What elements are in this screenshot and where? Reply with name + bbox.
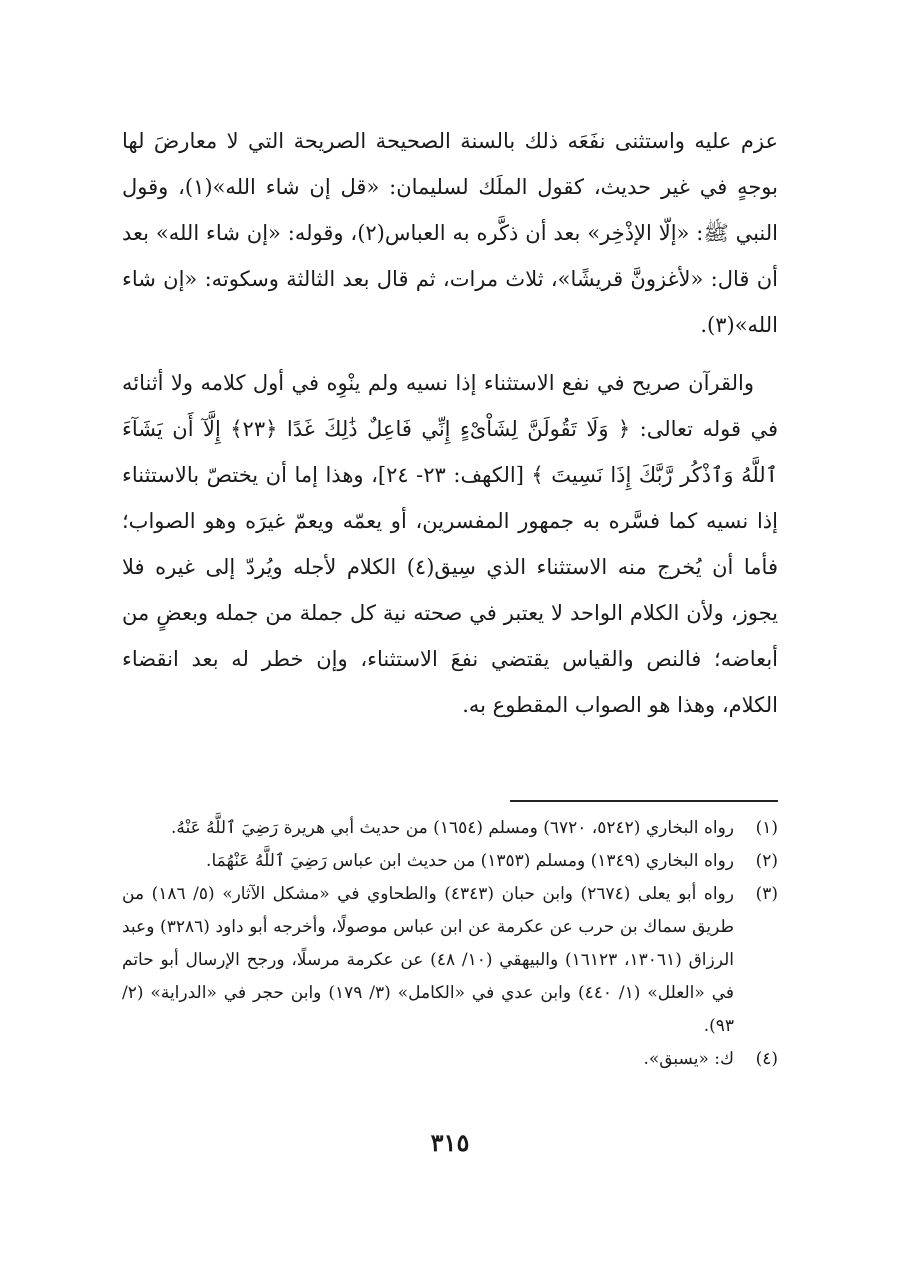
footnote-number: (٢) (755, 851, 778, 871)
footnote-4 (122, 1043, 778, 1076)
footnotes (122, 812, 778, 1076)
paragraph-1: عزم عليه واستثنى نفَعَه ذلك بالسنة الصحيحة الصريحة التي لا معارضَ لها بوجهٍ في غير حديث، كقول الملَك لسليمان: «قل إن شاء الله»(١)، وقول النبي ﷺ: «إلّا الإذْخِر» بعد أن ذكَّره به العباس(٢)، وقوله: «إن شاء الله» بعد أن قال: «لأغزونَّ قريشًا»، ثلاث مرات، ثم قال بعد الثالثة وسكوته: «إن شاء الله»(٣). (122, 129, 779, 337)
footnote-divider (510, 800, 778, 802)
footnote-2 (122, 845, 778, 878)
footnote-number: (١) (755, 818, 778, 838)
main-text (122, 118, 778, 728)
footnote-text: رواه أبو يعلى (٢٦٧٤) وابن حبان (٤٣٤٣) والطحاوي في «مشكل الآثار» (٥/ ١٨٦) من طريق سماك بن حرب عن عكرمة عن ابن عباس موصولًا، وأخرجه أبو داود (٣٢٨٦) وعبد الرزاق (١٣٠٦١، ١٦١٢٣) والبيهقي (١٠/ ٤٨) عن عكرمة مرسلًا، ورجح الإرسال أبو حاتم في «العلل» (١/ ٤٤٠) وابن عدي في «الكامل» (٣/ ١٧٩) وابن حجر في «الدراية» (٢/ ٩٣). (122, 884, 734, 1036)
page-number: ٣١٥ (430, 1128, 470, 1157)
paragraph-2: والقرآن صريح في نفع الاستثناء إذا نسيه ولم ينْوِه في أول كلامه ولا أثنائه في قوله تعالى: ﴿ وَلَا تَقُولَنَّ لِشَاْىْءٍ إِنِّي فَاعِلٌ ذَٰلِكَ غَدًا ﴿٢٣﴾ إِلَّآ أَن يَشَآءَ ٱللَّهُ وَٱذْكُر رَّبَّكَ إِذَا نَسِيتَ ﴾ [الكهف: ٢٣- ٢٤]، وهذا إما أن يختصّ بالاستثناء إذا نسيه كما فسَّره به جمهور المفسرين، أو يعمّه ويعمّ غيرَه وهو الصواب؛ فأما أن يُخرج منه الاستثناء الذي سِيق(٤) الكلام لأجله ويُردّ إلى غيره فلا يجوز، ولأن الكلام الواحد لا يعتبر في صحته نية كل جملة من جمله وبعضٍ من أبعاضه؛ فالنص والقياس يقتضي نفعَ الاستثناء، وإن خطر له بعد انقضاء الكلام، وهذا هو الصواب المقطوع به. (122, 371, 778, 717)
footnote-number: (٣) (755, 884, 778, 904)
footnote-1 (122, 812, 778, 845)
footnote-number: (٤) (755, 1049, 778, 1069)
footnote-text: ك: «يسبق». (643, 1049, 734, 1069)
footnote-text: رواه البخاري (٥٢٤٢، ٦٧٢٠) ومسلم (١٦٥٤) من حديث أبي هريرة رَضِيَ ٱللَّهُ عَنْهُ. (170, 818, 734, 838)
footnote-3 (122, 878, 778, 1043)
footnote-text: رواه البخاري (١٣٤٩) ومسلم (١٣٥٣) من حديث ابن عباس رَضِيَ ٱللَّهُ عَنْهُمَا. (206, 851, 734, 871)
